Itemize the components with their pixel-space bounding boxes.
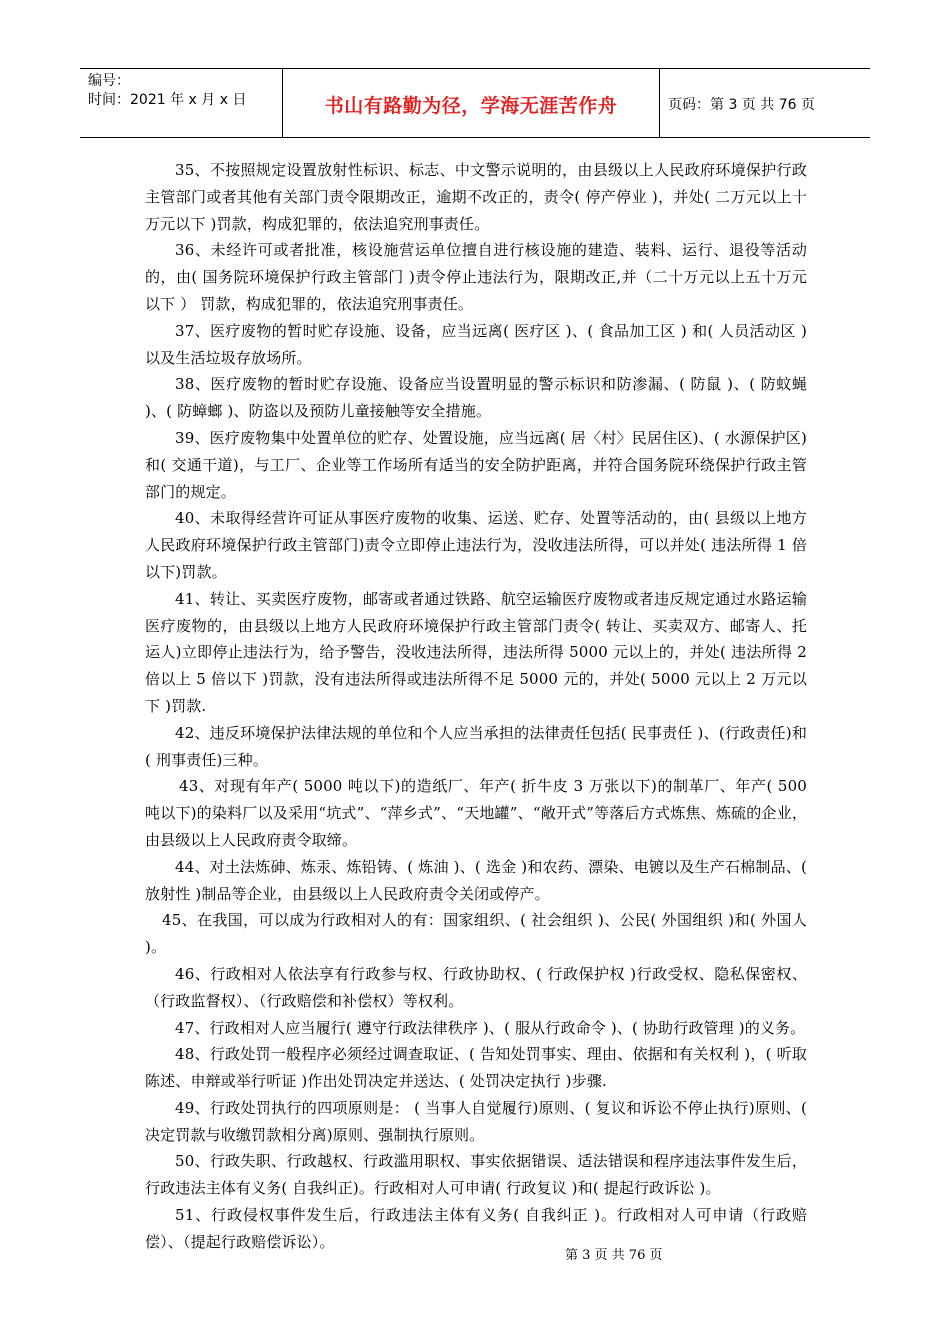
document-body [145,157,807,1256]
paragraph-38: 38、医疗废物的暂时贮存设施、设备应当设置明显的警示标识和防渗漏、( 防鼠 )、( 防蚊蝇 )、( 防蟑螂 )、防盗以及预防儿童接触等安全措施。 [145,375,807,421]
paragraph-36: 36、未经许可或者批准，核设施营运单位擅自进行核设施的建造、装料、运行、退役等活动的，由( 国务院环境保护行政主管部门 )责令停止违法行为，限期改正,并（二十万元以上五十万元以下 ） 罚款，构成犯罪的，依法追究刑事责任。 [145,241,807,313]
paragraph-45: 45、在我国，可以成为行政相对人的有：国家组织、( 社会组织 )、公民( 外国组织 )和( 外国人 )。 [145,911,807,957]
header-motto-cell [283,69,660,137]
paragraph-42: 42、违反环境保护法律法规的单位和个人应当承担的法律责任包括( 民事责任 )、(行政责任)和( 刑事责任)三种。 [145,723,807,769]
paragraph-35: 35、不按照规定设置放射性标识、标志、中文警示说明的，由县级以上人民政府环境保护行政主管部门或者其他有关部门责令限期改正，逾期不改正的，责令( 停产停业 )，并处( 二万元以上十万元以下 )罚款，构成犯罪的，依法追究刑事责任。 [145,161,807,233]
paragraph-51: 51、行政侵权事件发生后，行政违法主体有义务( 自我纠正 )。行政相对人可申请（行政赔偿）、（提起行政赔偿诉讼）。 [145,1206,807,1251]
paragraph-43: 43、对现有年产( 5000 吨以下)的造纸厂、年产( 折牛皮 3 万张以下)的制革厂、年产( 500 吨以下)的染料厂以及采用“坑式”、“萍乡式”、“天地罐”、“敞开式”等落后方式炼焦、炼硫的企业，由县级以上人民政府责令取缔。 [145,777,807,849]
footer-page-number: 第 3 页 共 76 页 [565,1248,663,1263]
document-date: 时间：2021 年 x 月 x 日 [88,92,247,108]
paragraph-50: 50、行政失职、行政越权、行政滥用职权、事实依据错误、适法错误和程序违法事件发生后，行政违法主体有义务( 自我纠正)。行政相对人可申请( 行政复议 )和( 提起行政诉讼 )。 [145,1152,807,1198]
header-motto: 书山有路勤为径，学海无涯苦作舟 [324,95,618,117]
header-page-cell [660,69,870,137]
paragraph-39: 39、医疗废物集中处置单位的贮存、处置设施，应当远离( 居〈村〉民居住区)、( 水源保护区)和( 交通干道)，与工厂、企业等工作场所有适当的安全防护距离，并符合国务院环绕保护行政主管部门的规定。 [145,428,807,501]
paragraph-44: 44、对土法炼砷、炼汞、炼铅铸、( 炼油 )、( 选金 )和农药、漂染、电镀以及生产石棉制品、( 放射性 )制品等企业，由县级以上人民政府责令关闭或停产。 [145,857,807,903]
paragraph-37: 37、医疗废物的暂时贮存设施、设备，应当远离( 医疗区 )、( 食品加工区 ) 和( 人员活动区 )以及生活垃圾存放场所。 [145,321,807,367]
header-page-number: 页码：第 3 页 共 76 页 [668,97,815,113]
header-info-cell [80,69,283,137]
document-number-label: 编号： [88,73,130,89]
page-header [80,68,870,138]
paragraph-48: 48、行政处罚一般程序必须经过调查取证、( 告知处罚事实、理由、依据和有关权利 )，( 听取陈述、申辩或举行听证 )作出处罚决定并送达、( 处罚决定执行 )步骤. [145,1045,807,1091]
paragraph-40: 40、未取得经营许可证从事医疗废物的收集、运送、贮存、处置等活动的，由( 县级以上地方人民政府环境保护行政主管部门)责令立即停止违法行为，没收违法所得，可以并处( 违法所得 1 倍以下)罚款。 [145,509,807,581]
paragraph-41: 41、转让、买卖医疗废物，邮寄或者通过铁路、航空运输医疗废物或者违反规定通过水路运输医疗废物的，由县级以上地方人民政府环境保护行政主管部门责令( 转让、买卖双方、邮寄人、托运人)立即停止违法行为，给予警告，没收违法所得，违法所得 5000 元以上的，并处( 违法所得 2 倍以上 5 倍以下 )罚款，没有违法所得或违法所得不足 5000 元的，并处( 5000 元以上 2 万元以下 )罚款. [145,589,807,715]
paragraph-46: 46、行政相对人依法享有行政参与权、行政协助权、( 行政保护权 )行政受权、隐私保密权、（行政监督权）、（行政赔偿和补偿权）等权利。 [145,964,807,1010]
paragraph-47: 47、行政相对人应当履行( 遵守行政法律秩序 )、( 服从行政命令 )、( 协助行政管理 )的义务。 [175,1018,806,1037]
paragraph-49: 49、行政处罚执行的四项原则是： ( 当事人自觉履行)原则、( 复议和诉讼不停止执行)原则、( 决定罚款与收缴罚款相分离)原则、强制执行原则。 [145,1098,807,1144]
